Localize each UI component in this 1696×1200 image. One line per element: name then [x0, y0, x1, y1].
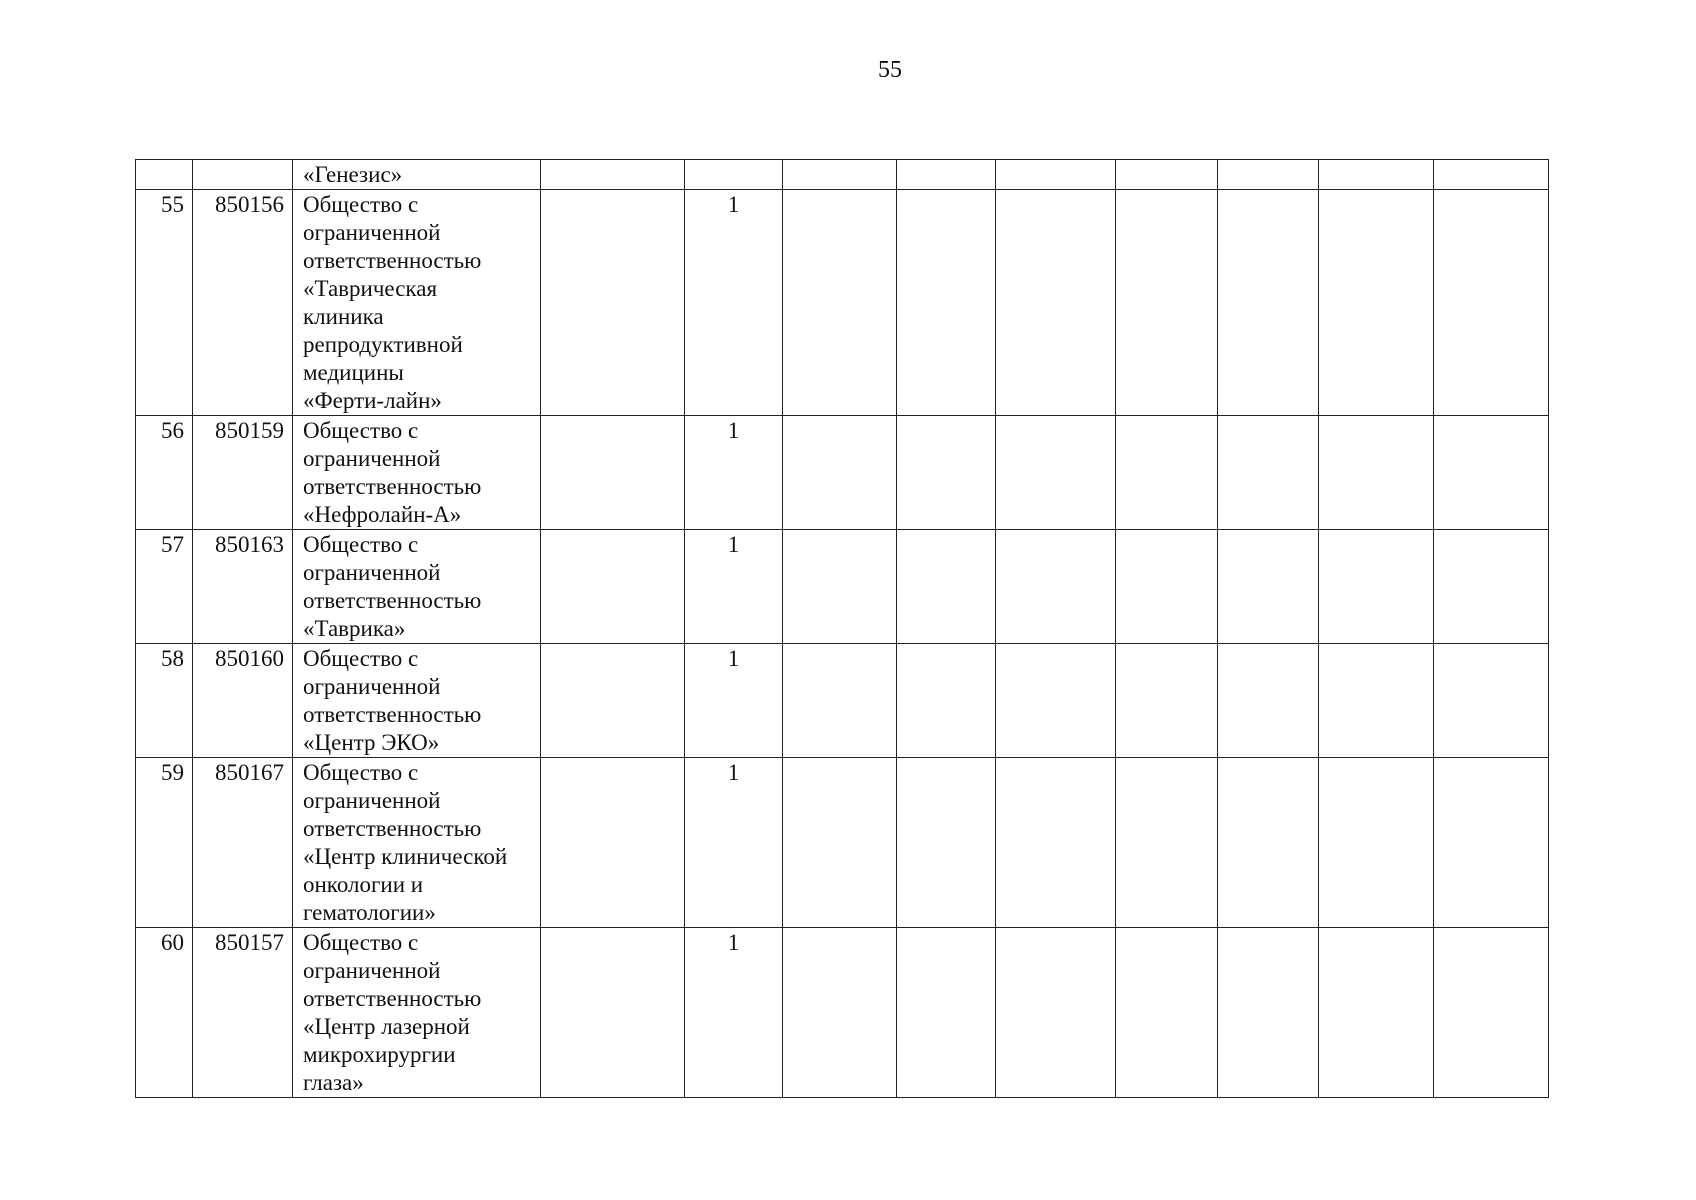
empty-cell	[1319, 928, 1434, 1098]
empty-cell	[1218, 416, 1319, 530]
empty-cell	[1319, 416, 1434, 530]
empty-cell	[1116, 530, 1218, 644]
empty-cell	[897, 644, 996, 758]
code-cell: 850157	[193, 928, 293, 1098]
organization-name-cell: «Генезис»	[293, 160, 541, 190]
row-number-cell: 60	[136, 928, 193, 1098]
organization-name-cell: Общество с ограниченной ответственностью «Центр лазерной микрохирургии глаза»	[293, 928, 541, 1098]
empty-cell	[783, 160, 897, 190]
organization-name-cell: Общество с ограниченной ответственностью «Нефролайн-А»	[293, 416, 541, 530]
empty-cell	[996, 928, 1116, 1098]
row-number-cell: 56	[136, 416, 193, 530]
empty-cell	[996, 160, 1116, 190]
empty-cell	[897, 758, 996, 928]
empty-cell	[1319, 160, 1434, 190]
empty-cell	[1319, 190, 1434, 416]
empty-cell	[1434, 928, 1549, 1098]
code-cell: 850160	[193, 644, 293, 758]
quantity-cell: 1	[685, 758, 783, 928]
empty-cell	[996, 416, 1116, 530]
page-number: 55	[878, 57, 902, 83]
empty-cell	[897, 190, 996, 416]
empty-cell	[1319, 644, 1434, 758]
empty-cell	[1116, 928, 1218, 1098]
quantity-cell: 1	[685, 190, 783, 416]
table-row	[136, 928, 1549, 1098]
empty-cell	[1434, 190, 1549, 416]
empty-cell	[996, 758, 1116, 928]
empty-cell	[783, 928, 897, 1098]
empty-cell	[1218, 160, 1319, 190]
empty-cell	[783, 644, 897, 758]
empty-cell	[996, 644, 1116, 758]
quantity-cell: 1	[685, 416, 783, 530]
empty-cell	[1116, 416, 1218, 530]
empty-cell	[1116, 190, 1218, 416]
empty-cell	[1319, 758, 1434, 928]
empty-cell	[541, 190, 685, 416]
organization-name-cell: Общество с ограниченной ответственностью «Таврическая клиника репродуктивной медицины «Ферти-лайн»	[293, 190, 541, 416]
empty-cell	[783, 416, 897, 530]
table-row	[136, 416, 1549, 530]
table-row	[136, 530, 1549, 644]
empty-cell	[783, 530, 897, 644]
organization-name-cell: Общество с ограниченной ответственностью «Таврика»	[293, 530, 541, 644]
empty-cell	[1434, 530, 1549, 644]
empty-cell	[897, 160, 996, 190]
empty-cell	[1116, 160, 1218, 190]
code-cell: 850163	[193, 530, 293, 644]
empty-cell	[1319, 530, 1434, 644]
empty-cell	[1218, 644, 1319, 758]
empty-cell	[1434, 416, 1549, 530]
organization-name-cell: Общество с ограниченной ответственностью «Центр ЭКО»	[293, 644, 541, 758]
code-cell: 850167	[193, 758, 293, 928]
empty-cell	[1116, 758, 1218, 928]
row-number-cell: 55	[136, 190, 193, 416]
empty-cell	[541, 530, 685, 644]
empty-cell	[1434, 758, 1549, 928]
empty-cell	[783, 758, 897, 928]
code-cell: 850156	[193, 190, 293, 416]
organization-name-cell: Общество с ограниченной ответственностью «Центр клинической онкологии и гематологии»	[293, 758, 541, 928]
empty-cell	[1434, 644, 1549, 758]
row-number-cell: 57	[136, 530, 193, 644]
row-number-cell: 58	[136, 644, 193, 758]
code-cell	[193, 160, 293, 190]
empty-cell	[1218, 758, 1319, 928]
row-number-cell: 59	[136, 758, 193, 928]
table-row	[136, 160, 1549, 190]
empty-cell	[783, 190, 897, 416]
data-table	[135, 159, 1549, 1098]
empty-cell	[541, 416, 685, 530]
empty-cell	[1218, 530, 1319, 644]
table-row	[136, 190, 1549, 416]
empty-cell	[541, 758, 685, 928]
empty-cell	[897, 928, 996, 1098]
quantity-cell: 1	[685, 530, 783, 644]
empty-cell	[1434, 160, 1549, 190]
table-row	[136, 758, 1549, 928]
quantity-cell: 1	[685, 644, 783, 758]
empty-cell	[996, 190, 1116, 416]
empty-cell	[1116, 644, 1218, 758]
empty-cell	[897, 530, 996, 644]
quantity-cell	[685, 160, 783, 190]
quantity-cell: 1	[685, 928, 783, 1098]
empty-cell	[541, 644, 685, 758]
empty-cell	[541, 928, 685, 1098]
code-cell: 850159	[193, 416, 293, 530]
empty-cell	[897, 416, 996, 530]
row-number-cell	[136, 160, 193, 190]
empty-cell	[1218, 928, 1319, 1098]
empty-cell	[996, 530, 1116, 644]
empty-cell	[1218, 190, 1319, 416]
empty-cell	[541, 160, 685, 190]
table-row	[136, 644, 1549, 758]
